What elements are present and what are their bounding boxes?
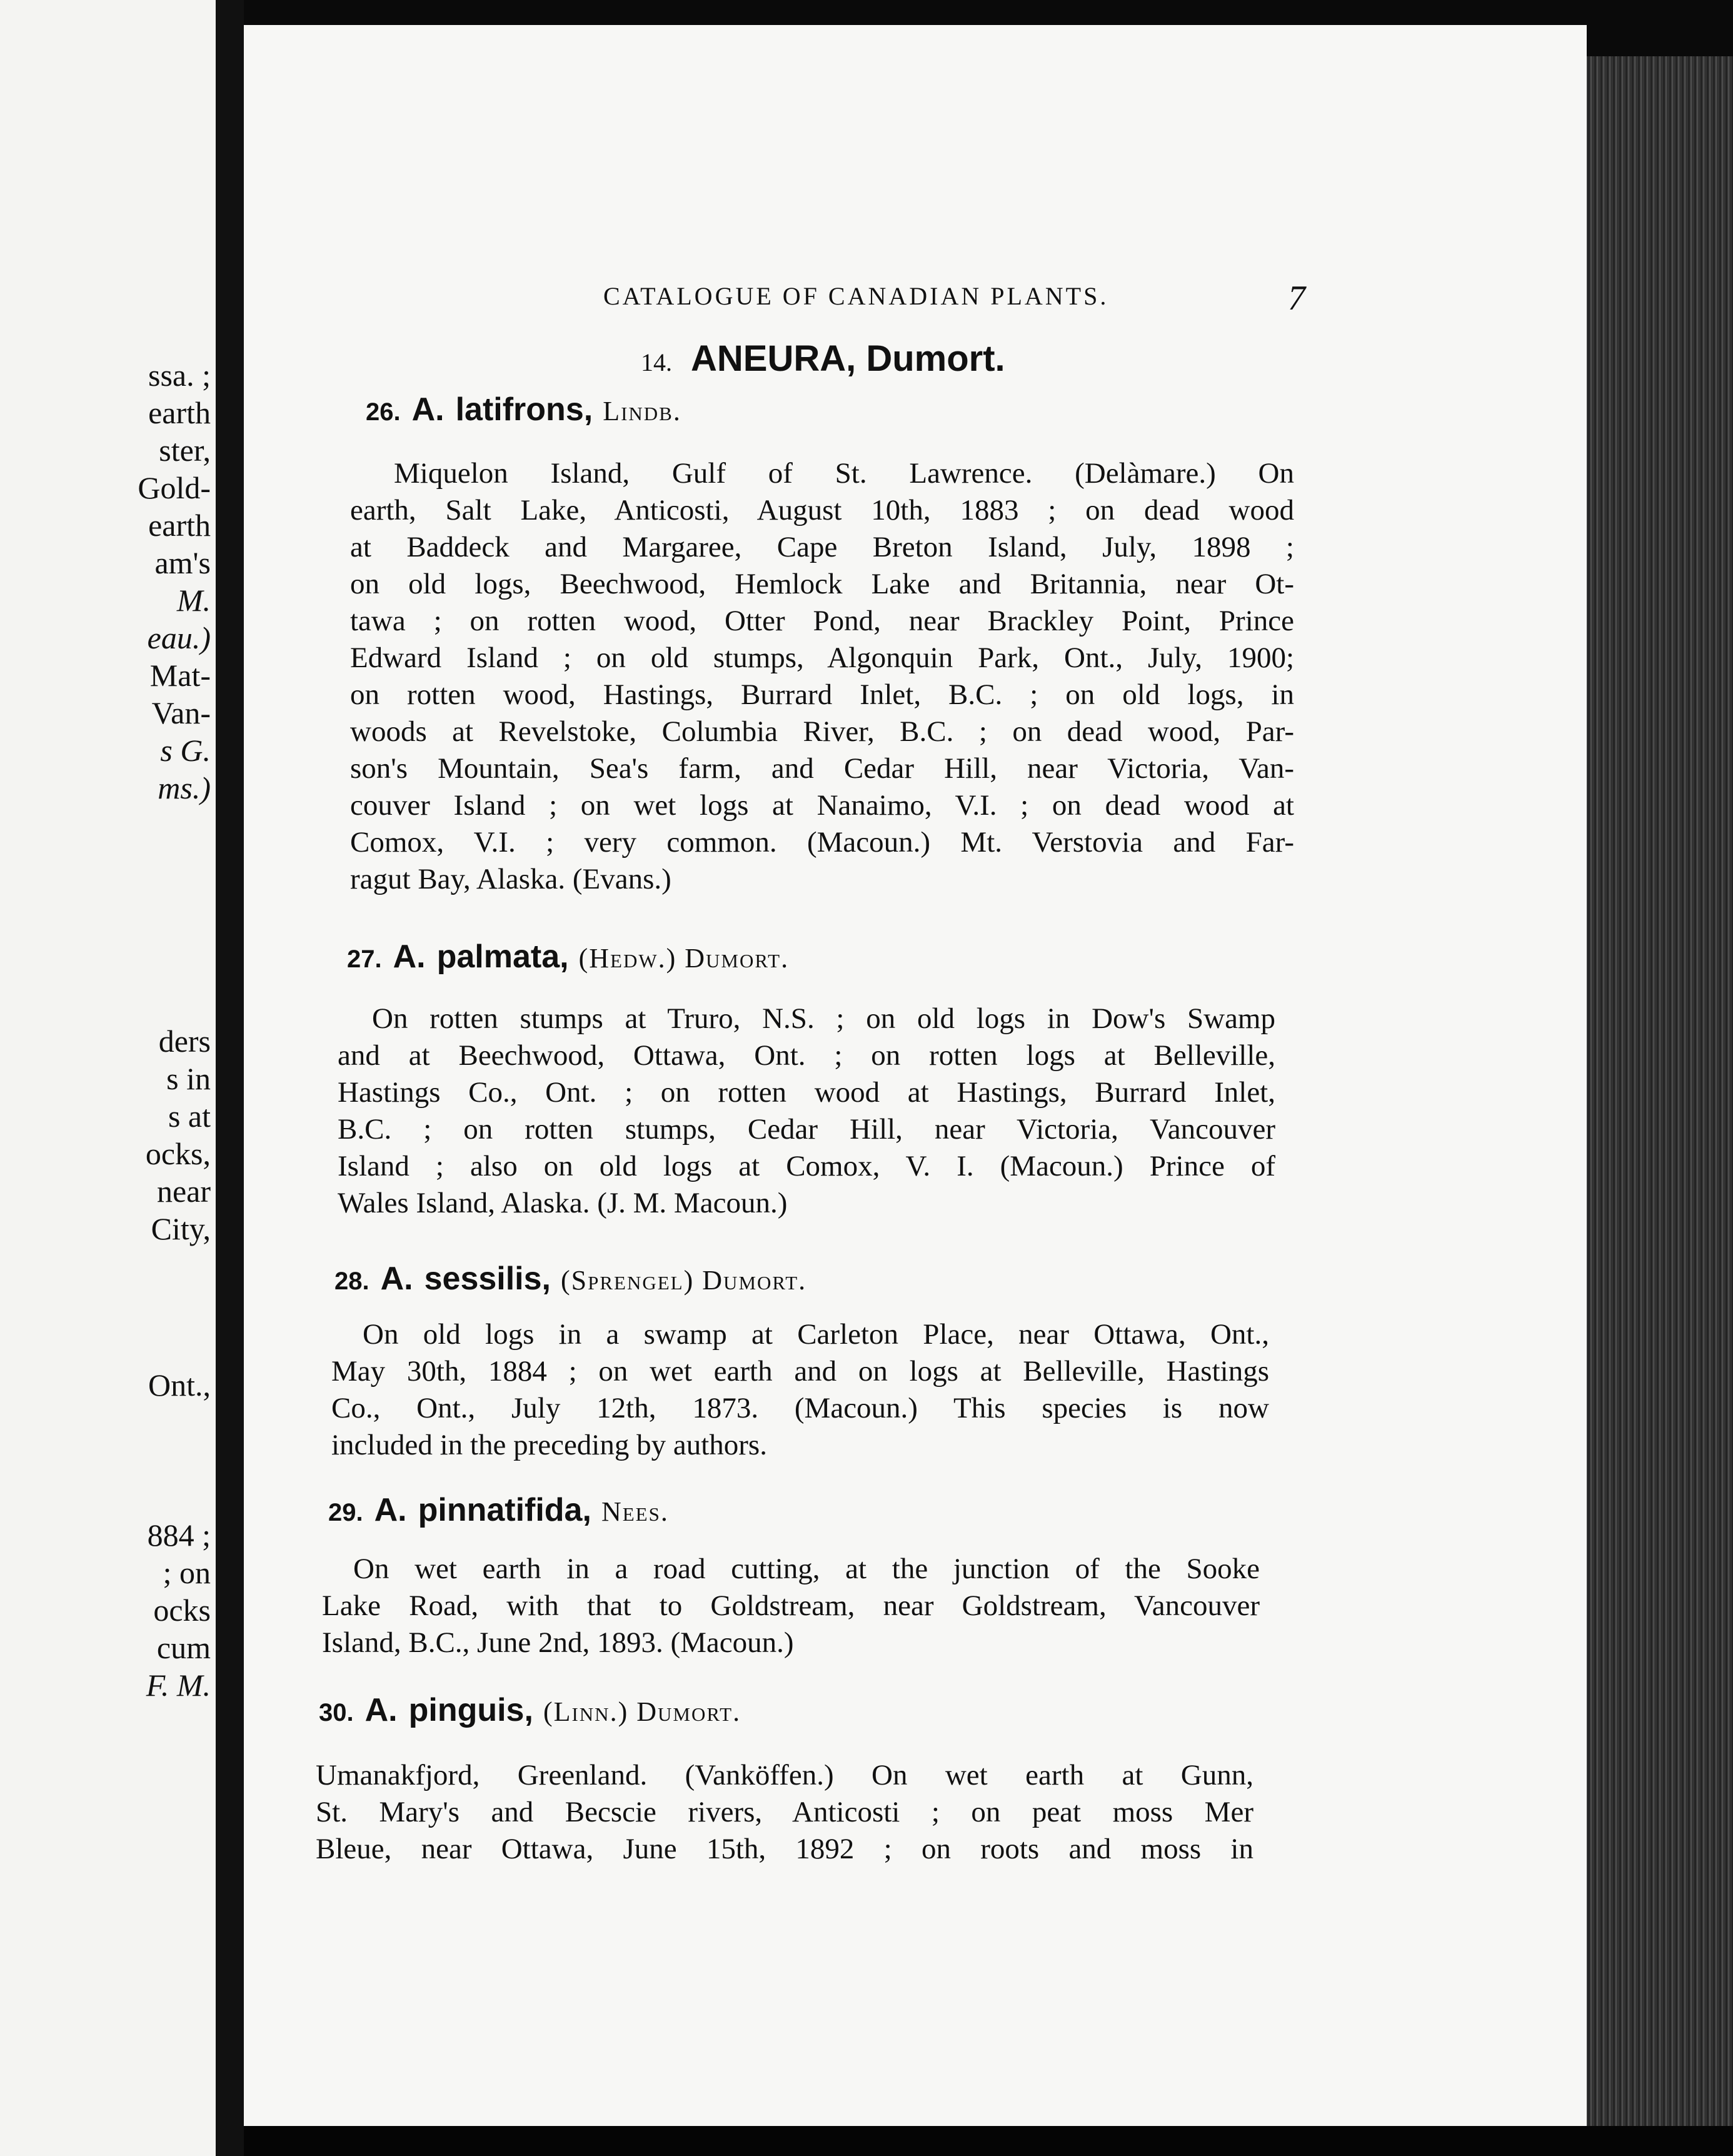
species-authority: (Linn.) Dumort.	[543, 1696, 741, 1727]
left-fragment: Gold-	[138, 470, 211, 505]
left-fragment: ders	[158, 1024, 211, 1059]
left-fragment: earth	[148, 395, 211, 430]
text-line: Co., Ont., July 12th, 1873. (Macoun.) This species is now	[331, 1392, 1269, 1424]
left-fragment: Mat-	[149, 658, 211, 693]
text-line: B.C. ; on rotten stumps, Cedar Hill, near Victoria, Vancouver	[338, 1113, 1275, 1146]
species-genus: A.	[374, 1492, 407, 1528]
species-epithet: sessilis,	[424, 1261, 551, 1297]
species-epithet: palmata,	[436, 939, 569, 975]
left-fragment: ocks,	[145, 1136, 211, 1171]
species-heading	[334, 1260, 806, 1297]
species-description	[322, 1551, 1260, 1661]
species-authority: (Sprengel) Dumort.	[561, 1265, 807, 1296]
left-fragment: am's	[154, 545, 211, 580]
species-epithet: latifrons,	[455, 391, 593, 428]
genus-number: 14.	[641, 348, 672, 376]
text-line: On wet earth in a road cutting, at the junction of the Sooke	[353, 1553, 1260, 1585]
species-description	[316, 1757, 1253, 1868]
text-line: earth, Salt Lake, Anticosti, August 10th, 1883 ; on dead wood	[350, 494, 1294, 526]
left-fragment: ms.)	[158, 770, 211, 805]
species-genus: A.	[364, 1692, 398, 1728]
left-fragment: cum	[156, 1630, 211, 1665]
species-genus: A.	[380, 1261, 413, 1297]
left-fragment: ; on	[163, 1555, 211, 1590]
text-line: Wales Island, Alaska. (J. M. Macoun.)	[338, 1187, 788, 1219]
left-fragment: City,	[151, 1211, 211, 1246]
left-fragment: 884 ;	[147, 1518, 211, 1553]
text-line: woods at Revelstoke, Columbia River, B.C. ; on dead wood, Par-	[350, 715, 1294, 748]
left-fragment: Van-	[151, 695, 211, 730]
genus-heading	[641, 338, 1005, 380]
text-line: tawa ; on rotten wood, Otter Pond, near Brackley Point, Prince	[350, 605, 1294, 637]
text-line: Bleue, near Ottawa, June 15th, 1892 ; on roots and moss in	[316, 1833, 1253, 1865]
species-number: 29.	[328, 1499, 363, 1526]
text-line: on old logs, Beechwood, Hemlock Lake and Britannia, near Ot-	[350, 568, 1294, 600]
book-gutter	[216, 0, 244, 2156]
text-line: Lake Road, with that to Goldstream, near Goldstream, Vancouver	[322, 1589, 1260, 1622]
species-heading	[347, 938, 789, 975]
left-fragment: eau.)	[147, 620, 211, 655]
left-fragment: s in	[166, 1061, 211, 1096]
species-epithet: pinnatifida,	[418, 1492, 591, 1528]
text-line: included in the preceding by authors.	[331, 1429, 767, 1461]
left-fragment: F. M.	[146, 1668, 211, 1703]
species-authority: Nees.	[601, 1496, 669, 1527]
text-line: On rotten stumps at Truro, N.S. ; on old logs in Dow's Swamp	[372, 1002, 1275, 1035]
left-page-fragment	[0, 0, 219, 2156]
page-bottom-shadow	[244, 2126, 1733, 2156]
left-fragment: ssa. ;	[148, 358, 211, 393]
text-line: Island ; also on old logs at Comox, V. I. (Macoun.) Prince of	[338, 1150, 1275, 1182]
left-fragment: ocks	[153, 1593, 211, 1628]
text-line: couver Island ; on wet logs at Nanaimo, V.I. ; on dead wood at	[350, 789, 1294, 822]
species-number: 26.	[366, 398, 401, 426]
running-head: CATALOGUE OF CANADIAN PLANTS.	[603, 282, 1109, 310]
text-line: Hastings Co., Ont. ; on rotten wood at Hastings, Burrard Inlet,	[338, 1076, 1275, 1109]
left-fragment: M.	[176, 583, 211, 618]
text-line: Comox, V.I. ; very common. (Macoun.) Mt. Verstovia and Far-	[350, 826, 1294, 859]
left-fragment: ster,	[159, 433, 211, 468]
left-fragment: s at	[168, 1099, 211, 1134]
left-fragment: Ont.,	[148, 1368, 211, 1403]
text-line: and at Beechwood, Ottawa, Ont. ; on rotten logs at Belleville,	[338, 1039, 1275, 1072]
species-description	[338, 1000, 1275, 1222]
text-line: St. Mary's and Becscie rivers, Anticosti ; on peat moss Mer	[316, 1796, 1253, 1828]
species-heading	[319, 1691, 741, 1729]
species-number: 27.	[347, 945, 382, 973]
page-number: 7	[1288, 279, 1305, 318]
text-line: on rotten wood, Hastings, Burrard Inlet, B.C. ; on old logs, in	[350, 678, 1294, 711]
species-description	[350, 455, 1294, 898]
page-edges	[1587, 56, 1733, 2156]
species-description	[331, 1316, 1269, 1464]
left-fragment: s G.	[160, 733, 211, 768]
text-line: May 30th, 1884 ; on wet earth and on logs at Belleville, Hastings	[331, 1355, 1269, 1388]
species-heading	[328, 1491, 669, 1529]
text-line: On old logs in a swamp at Carleton Place, near Ottawa, Ont.,	[363, 1318, 1269, 1351]
left-fragment: near	[156, 1174, 211, 1209]
text-line: son's Mountain, Sea's farm, and Cedar Hill, near Victoria, Van-	[350, 752, 1294, 785]
text-line: Island, B.C., June 2nd, 1893. (Macoun.)	[322, 1626, 794, 1659]
species-genus: A.	[411, 391, 445, 428]
species-heading	[366, 391, 681, 428]
species-genus: A.	[393, 939, 426, 975]
text-line: Miquelon Island, Gulf of St. Lawrence. (Delàmare.) On	[394, 457, 1294, 490]
species-authority: Lindb.	[603, 396, 681, 426]
text-line: Edward Island ; on old stumps, Algonquin Park, Ont., July, 1900;	[350, 642, 1294, 674]
species-authority: (Hedw.) Dumort.	[578, 943, 790, 974]
species-epithet: pinguis,	[408, 1692, 533, 1728]
text-line: ragut Bay, Alaska. (Evans.)	[350, 863, 671, 895]
text-line: at Baddeck and Margaree, Cape Breton Island, July, 1898 ;	[350, 531, 1294, 563]
species-number: 28.	[334, 1267, 369, 1295]
left-fragment: earth	[148, 508, 211, 543]
genus-name: ANEURA, Dumort.	[691, 338, 1005, 379]
text-line: Umanakfjord, Greenland. (Vanköffen.) On wet earth at Gunn,	[316, 1759, 1253, 1791]
species-number: 30.	[319, 1699, 354, 1726]
